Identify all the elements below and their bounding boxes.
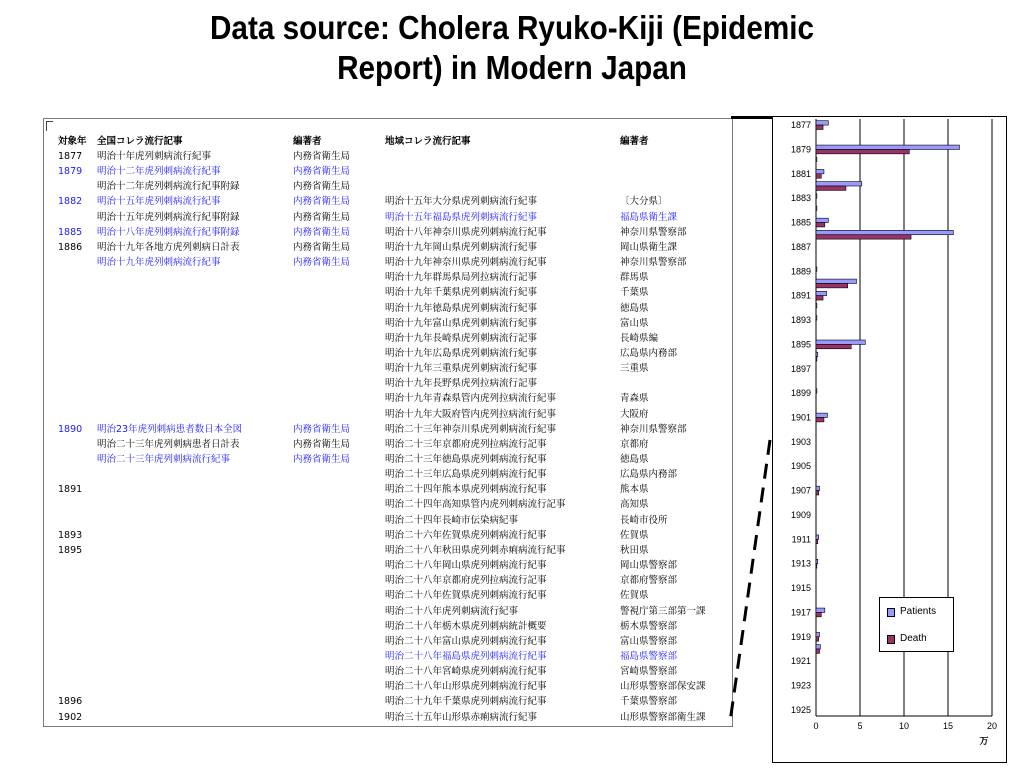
y-tick-label: 1881 (790, 168, 811, 179)
row-regional-editor: 岡山県警察部 (620, 560, 678, 572)
row-regional-title: 明治十九年大阪府管内虎列拉病流行紀事 (385, 408, 557, 420)
row-regional-title: 明治二十八年岡山県虎列刺病流行紀事 (385, 560, 547, 572)
y-tick-label: 1911 (791, 534, 811, 545)
row-year: 1896 (58, 696, 83, 708)
row-year: 1877 (58, 151, 83, 162)
y-tick-label: 1885 (790, 217, 811, 228)
title-line-1: Data source: Cholera Ryuko-Kiji (Epidemic (209, 9, 815, 46)
bar-death (816, 235, 911, 239)
bar-patients (816, 486, 820, 490)
y-tick-label: 1919 (790, 631, 811, 642)
bar-patients (816, 559, 818, 563)
row-national-title: 明治十二年虎列刺病流行紀事附録 (97, 181, 240, 193)
bar-patients (816, 145, 959, 149)
row-regional-editor: 福島県警察部 (620, 650, 678, 662)
row-regional-editor: 千葉県 (620, 287, 649, 299)
bar-patients (816, 608, 825, 612)
bar-death (816, 637, 819, 641)
row-regional-title: 明治二十八年福島県虎列刺病流行紀事 (385, 650, 547, 662)
row-regional-title: 明治二十三年広島県虎列刺病流行紀事 (385, 469, 547, 481)
row-national-title: 明治十二年虎列刺病流行紀事 (97, 166, 221, 178)
bar-death (816, 612, 821, 616)
row-regional-editor: 大阪府 (620, 408, 649, 420)
row-national-editor: 内務省衛生局 (293, 241, 351, 253)
row-national-title: 明治十九年各地方虎列刺病日計表 (97, 241, 240, 253)
row-regional-title: 明治十九年長崎県虎列刺病流行記事 (385, 332, 538, 344)
row-regional-editor: 広島県内務部 (620, 347, 678, 359)
row-regional-editor: 三重県 (620, 363, 649, 375)
y-tick-label: 1893 (790, 315, 811, 326)
row-year: 1902 (58, 711, 83, 723)
y-tick-label: 1877 (790, 120, 811, 131)
bar-patients (816, 303, 817, 307)
row-regional-editor: 〔大分県〕 (620, 196, 668, 208)
y-tick-label: 1909 (790, 509, 811, 520)
y-tick-label: 1891 (790, 290, 811, 301)
bar-patients (816, 632, 820, 636)
row-regional-title: 明治二十四年長崎市伝染病紀事 (385, 514, 519, 526)
bar-patients (816, 389, 817, 393)
chart-legend (879, 597, 954, 652)
y-tick-label: 1887 (790, 241, 811, 252)
y-tick-label: 1903 (790, 436, 811, 447)
row-national-editor: 内務省衛生局 (293, 226, 351, 238)
row-regional-title: 明治十九年広島県虎列刺病流行紀事 (385, 347, 538, 359)
bar-patients (816, 121, 828, 125)
x-tick-label: 15 (942, 721, 954, 731)
bar-death (816, 649, 820, 653)
row-regional-title: 明治十九年青森県管内虎列拉病流行紀事 (385, 393, 557, 405)
row-regional-editor: 岡山県衛生課 (620, 241, 678, 253)
bar-death (816, 149, 909, 153)
row-national-title: 明治十五年虎列刺病流行紀事 (97, 196, 221, 208)
row-year: 1882 (58, 196, 83, 208)
bar-death (816, 491, 819, 495)
row-regional-title: 明治二十九年千葉県虎列刺病流行紀事 (385, 696, 547, 708)
row-regional-title: 明治二十四年熊本県虎列刺病流行紀事 (385, 484, 547, 496)
bar-death (816, 174, 821, 178)
row-regional-editor: 山形県警察部衛生課 (620, 711, 706, 723)
legend-swatch-patients (887, 608, 895, 617)
x-tick-label: 0 (813, 721, 819, 731)
row-regional-editor: 熊本県 (620, 484, 649, 496)
bar-patients (816, 157, 817, 161)
header-regional: 地域コレラ流行記事 (385, 136, 471, 147)
bar-patients (816, 194, 817, 198)
row-regional-editor: 広島県内務部 (620, 469, 678, 481)
y-tick-label: 1925 (790, 704, 811, 715)
bar-death (816, 357, 817, 361)
row-regional-editor: 富山県 (620, 317, 649, 329)
row-regional-title: 明治二十八年虎列刺病流行紀事 (385, 605, 519, 617)
row-regional-title: 明治十八年神奈川県虎列刺病流行紀事 (385, 226, 547, 238)
row-national-editor: 内務省衛生局 (293, 166, 351, 178)
row-regional-title: 明治十九年三重県虎列刺病流行紀事 (385, 363, 538, 375)
bar-death (816, 344, 851, 348)
row-regional-editor: 神奈川県警察部 (620, 257, 687, 269)
row-regional-title: 明治十九年千葉県虎列刺病流行紀事 (385, 287, 538, 299)
row-regional-editor: 山形県警察部保安課 (620, 681, 706, 693)
y-tick-label: 1921 (790, 656, 811, 667)
header-national-editor: 編著者 (293, 136, 322, 147)
y-tick-label: 1905 (790, 461, 811, 472)
row-regional-editor: 京都府警察部 (620, 575, 678, 587)
row-regional-title: 明治三十五年山形県赤痢病流行紀事 (385, 711, 538, 723)
row-year: 1885 (58, 226, 83, 238)
row-regional-editor: 福島県衛生課 (620, 211, 678, 223)
y-tick-label: 1923 (790, 680, 811, 691)
row-regional-title: 明治二十三年神奈川県虎列刺病流行紀事 (385, 423, 557, 435)
row-regional-title: 明治十五年福島県虎列刺病流行紀事 (385, 211, 538, 223)
row-regional-title: 明治十九年徳島県虎列刺病流行紀事 (385, 302, 538, 314)
bar-patients (816, 169, 824, 173)
row-regional-title: 明治二十八年山形県虎列刺病流行紀事 (385, 681, 547, 693)
row-regional-title: 明治二十八年宮崎県虎列刺病流行紀事 (385, 666, 547, 678)
row-national-editor: 内務省衛生局 (293, 257, 351, 269)
row-regional-editor: 徳島県 (620, 302, 649, 314)
row-regional-editor: 秋田県 (620, 544, 649, 556)
bar-death (816, 539, 818, 543)
row-year: 1891 (58, 484, 83, 496)
row-regional-editor: 京都府 (620, 438, 649, 450)
row-national-editor: 内務省衛生局 (293, 438, 351, 450)
row-national-title: 明治十年虎列刺病流行紀事 (97, 151, 212, 162)
header-national: 全国コレラ流行記事 (97, 136, 183, 147)
row-regional-title: 明治十九年長野県虎列拉病流行記事 (385, 378, 538, 390)
y-tick-label: 1883 (790, 193, 811, 204)
row-regional-editor: 群馬県 (620, 272, 649, 284)
bar-death (816, 418, 824, 422)
row-national-editor: 内務省衛生局 (293, 196, 351, 208)
legend-label-death: Death (900, 633, 927, 644)
row-regional-title: 明治十九年群馬県局列拉病流行記事 (385, 272, 538, 284)
bar-death (816, 125, 823, 129)
legend-label-patients: Patients (900, 606, 937, 617)
bar-death (816, 186, 846, 190)
row-national-editor: 内務省衛生局 (293, 423, 351, 435)
bar-death (816, 564, 817, 568)
row-regional-title: 明治十九年神奈川県虎列刺病流行紀事 (385, 257, 547, 269)
row-regional-title: 明治二十八年佐賀県虎列刺病流行紀事 (385, 590, 547, 602)
row-regional-title: 明治二十八年京都府虎列拉病流行記事 (385, 575, 547, 587)
row-regional-editor: 神奈川県警察部 (620, 226, 687, 238)
row-national-editor: 内務省衛生局 (293, 211, 351, 223)
header-year: 対象年 (58, 136, 87, 147)
legend-swatch-death (887, 635, 895, 644)
row-regional-title: 明治二十八年栃木県虎列刺病統計概要 (385, 620, 547, 632)
y-tick-label: 1907 (790, 485, 811, 496)
bar-death (816, 223, 825, 227)
row-regional-title: 明治二十三年徳島県虎列刺病流行紀事 (385, 454, 547, 465)
bar-patients (816, 182, 862, 186)
row-national-title: 明治十八年虎列刺病流行紀事附録 (97, 226, 240, 238)
row-regional-title: 明治二十四年高知県管内虎列刺病流行記事 (385, 499, 566, 511)
row-regional-editor: 宮崎県警察部 (620, 666, 678, 678)
header-regional-editor: 編著者 (620, 136, 649, 147)
row-regional-title: 明治二十八年富山県虎列刺病流行紀事 (385, 635, 547, 647)
bar-patients (816, 279, 856, 283)
bar-patients (816, 316, 817, 320)
x-tick-label: 20 (986, 721, 998, 731)
row-year: 1879 (58, 166, 83, 178)
y-tick-label: 1879 (790, 144, 811, 155)
bar-patients (816, 218, 828, 222)
row-regional-editor: 佐賀県 (620, 590, 649, 602)
bar-death (816, 296, 823, 300)
bar-patients (816, 535, 819, 539)
row-regional-editor: 佐賀県 (620, 529, 649, 541)
row-national-title: 明治23年虎列刺病患者数日本全図 (97, 423, 243, 435)
row-national-title: 明治十五年虎列刺病流行紀事附録 (97, 211, 240, 223)
title-line-2: Report) in Modern Japan (337, 49, 687, 86)
x-tick-label: 10 (898, 721, 910, 731)
row-national-editor: 内務省衛生局 (293, 181, 351, 193)
row-regional-editor: 富山県警察部 (620, 635, 678, 647)
y-tick-label: 1897 (790, 363, 811, 374)
bar-patients (816, 352, 818, 356)
bar-patients (816, 267, 817, 271)
row-regional-editor: 青森県 (620, 393, 649, 405)
row-regional-title: 明治十九年岡山県虎列刺病流行紀事 (385, 241, 538, 253)
x-tick-label: 5 (857, 721, 863, 731)
row-year: 1886 (58, 241, 83, 253)
y-tick-label: 1917 (790, 607, 811, 618)
y-tick-label: 1915 (790, 583, 811, 594)
y-tick-label: 1899 (790, 388, 811, 399)
row-regional-title: 明治二十八年秋田県虎列刺赤痢病流行紀事 (385, 544, 566, 556)
row-regional-editor: 長崎県編 (620, 332, 659, 344)
row-national-editor: 内務省衛生局 (293, 454, 351, 465)
bar-patients (816, 413, 827, 417)
row-regional-title: 明治二十三年京都府虎列拉病流行記事 (385, 438, 547, 450)
y-tick-label: 1895 (790, 339, 811, 350)
row-national-editor: 内務省衛生局 (293, 151, 351, 162)
row-regional-editor: 神奈川県警察部 (620, 423, 687, 435)
row-regional-editor: 栃木県警察部 (620, 620, 678, 632)
row-national-title: 明治二十三年虎列刺病流行紀事 (97, 454, 231, 465)
row-year: 1890 (58, 423, 83, 435)
row-year: 1895 (58, 544, 83, 556)
row-regional-editor: 警視庁第三部第一課 (620, 605, 706, 617)
row-regional-editor: 高知県 (620, 499, 649, 511)
row-regional-editor: 長崎市役所 (620, 514, 668, 526)
bar-patients (816, 340, 865, 344)
row-regional-title: 明治十五年大分県虎列刺病流行紀事 (385, 196, 538, 208)
y-tick-label: 1913 (790, 558, 811, 569)
row-regional-editor: 千葉県警察部 (620, 696, 678, 708)
row-national-title: 明治二十三年虎列刺病患者日計表 (97, 438, 240, 450)
bar-patients (816, 206, 817, 210)
y-tick-label: 1901 (790, 412, 811, 423)
bar-patients (816, 230, 953, 234)
row-regional-title: 明治十九年富山県虎列刺病流行紀事 (385, 317, 538, 329)
row-year: 1893 (58, 529, 83, 541)
row-regional-editor: 徳島県 (620, 454, 649, 465)
row-national-title: 明治十九年虎列刺病流行紀事 (97, 257, 221, 269)
bar-patients (816, 291, 827, 295)
y-tick-label: 1889 (790, 266, 811, 277)
row-regional-title: 明治二十六年佐賀県虎列刺病流行紀事 (385, 529, 547, 541)
x-axis-unit: 万 (979, 737, 989, 747)
bar-patients (816, 645, 820, 649)
bar-death (816, 283, 848, 287)
